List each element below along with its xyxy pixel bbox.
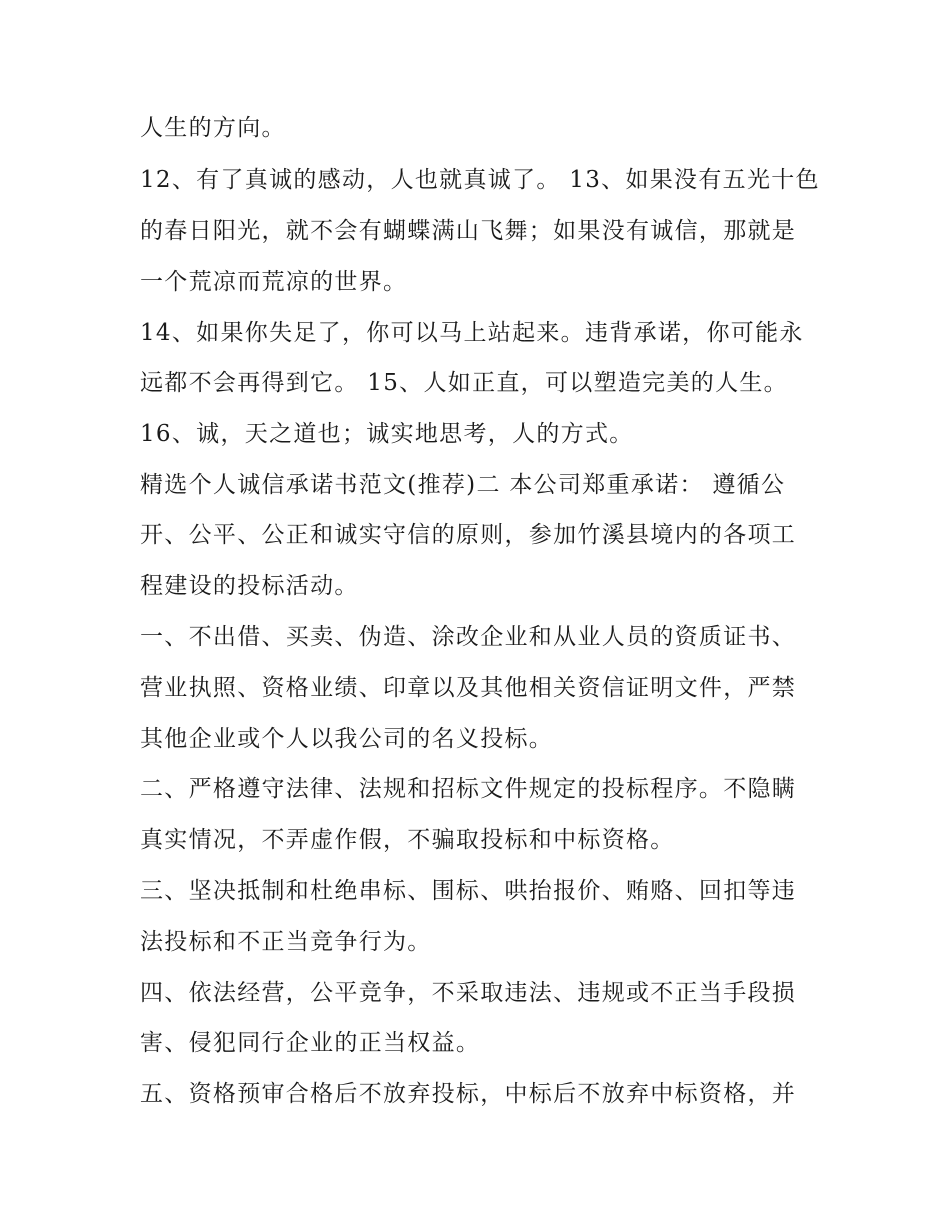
text-line: 真实情况，不弄虚作假，不骗取投标和中标资格。: [140, 827, 675, 853]
text-line: 程建设的投标活动。: [140, 573, 359, 599]
text-line: 害、侵犯同行企业的正当权益。: [140, 1030, 481, 1056]
text-line: 16、诚，天之道也；诚实地思考，人的方式。: [140, 421, 634, 447]
text-line: 二、严格遵守法律、法规和招标文件规定的投标程序。不隐瞒: [140, 776, 797, 802]
text-line: 法投标和不正当竞争行为。: [140, 929, 432, 955]
text-line: 三、坚决抵制和杜绝串标、围标、哄抬报价、贿赂、回扣等违: [140, 878, 797, 904]
text-line: 一个荒凉而荒凉的世界。: [140, 269, 408, 295]
text-line: 五、资格预审合格后不放弃投标，中标后不放弃中标资格，并: [140, 1081, 797, 1107]
text-line: 一、不出借、买卖、伪造、涂改企业和从业人员的资质证书、: [140, 624, 797, 650]
text-line: 14、如果你失足了，你可以马上站起来。违背承诺，你可能永: [140, 320, 804, 346]
text-line: 的春日阳光，就不会有蝴蝶满山飞舞；如果没有诚信，那就是: [140, 218, 797, 244]
text-line: 人生的方向。: [140, 115, 286, 141]
text-line: 开、公平、公正和诚实守信的原则，参加竹溪县境内的各项工: [140, 522, 797, 548]
text-line: 营业执照、资格业绩、印章以及其他相关资信证明文件，严禁: [140, 675, 797, 701]
text-line: 远都不会再得到它。 15、人如正直，可以塑造完美的人生。: [140, 370, 788, 396]
text-line: 精选个人诚信承诺书范文(推荐)二 本公司郑重承诺： 遵循公: [140, 472, 786, 498]
text-line: 四、依法经营，公平竞争，不采取违法、违规或不正当手段损: [140, 980, 797, 1006]
text-line: 其他企业或个人以我公司的名义投标。: [140, 726, 554, 752]
text-line: 12、有了真诚的感动，人也就真诚了。 13、如果没有五光十色: [140, 167, 820, 193]
